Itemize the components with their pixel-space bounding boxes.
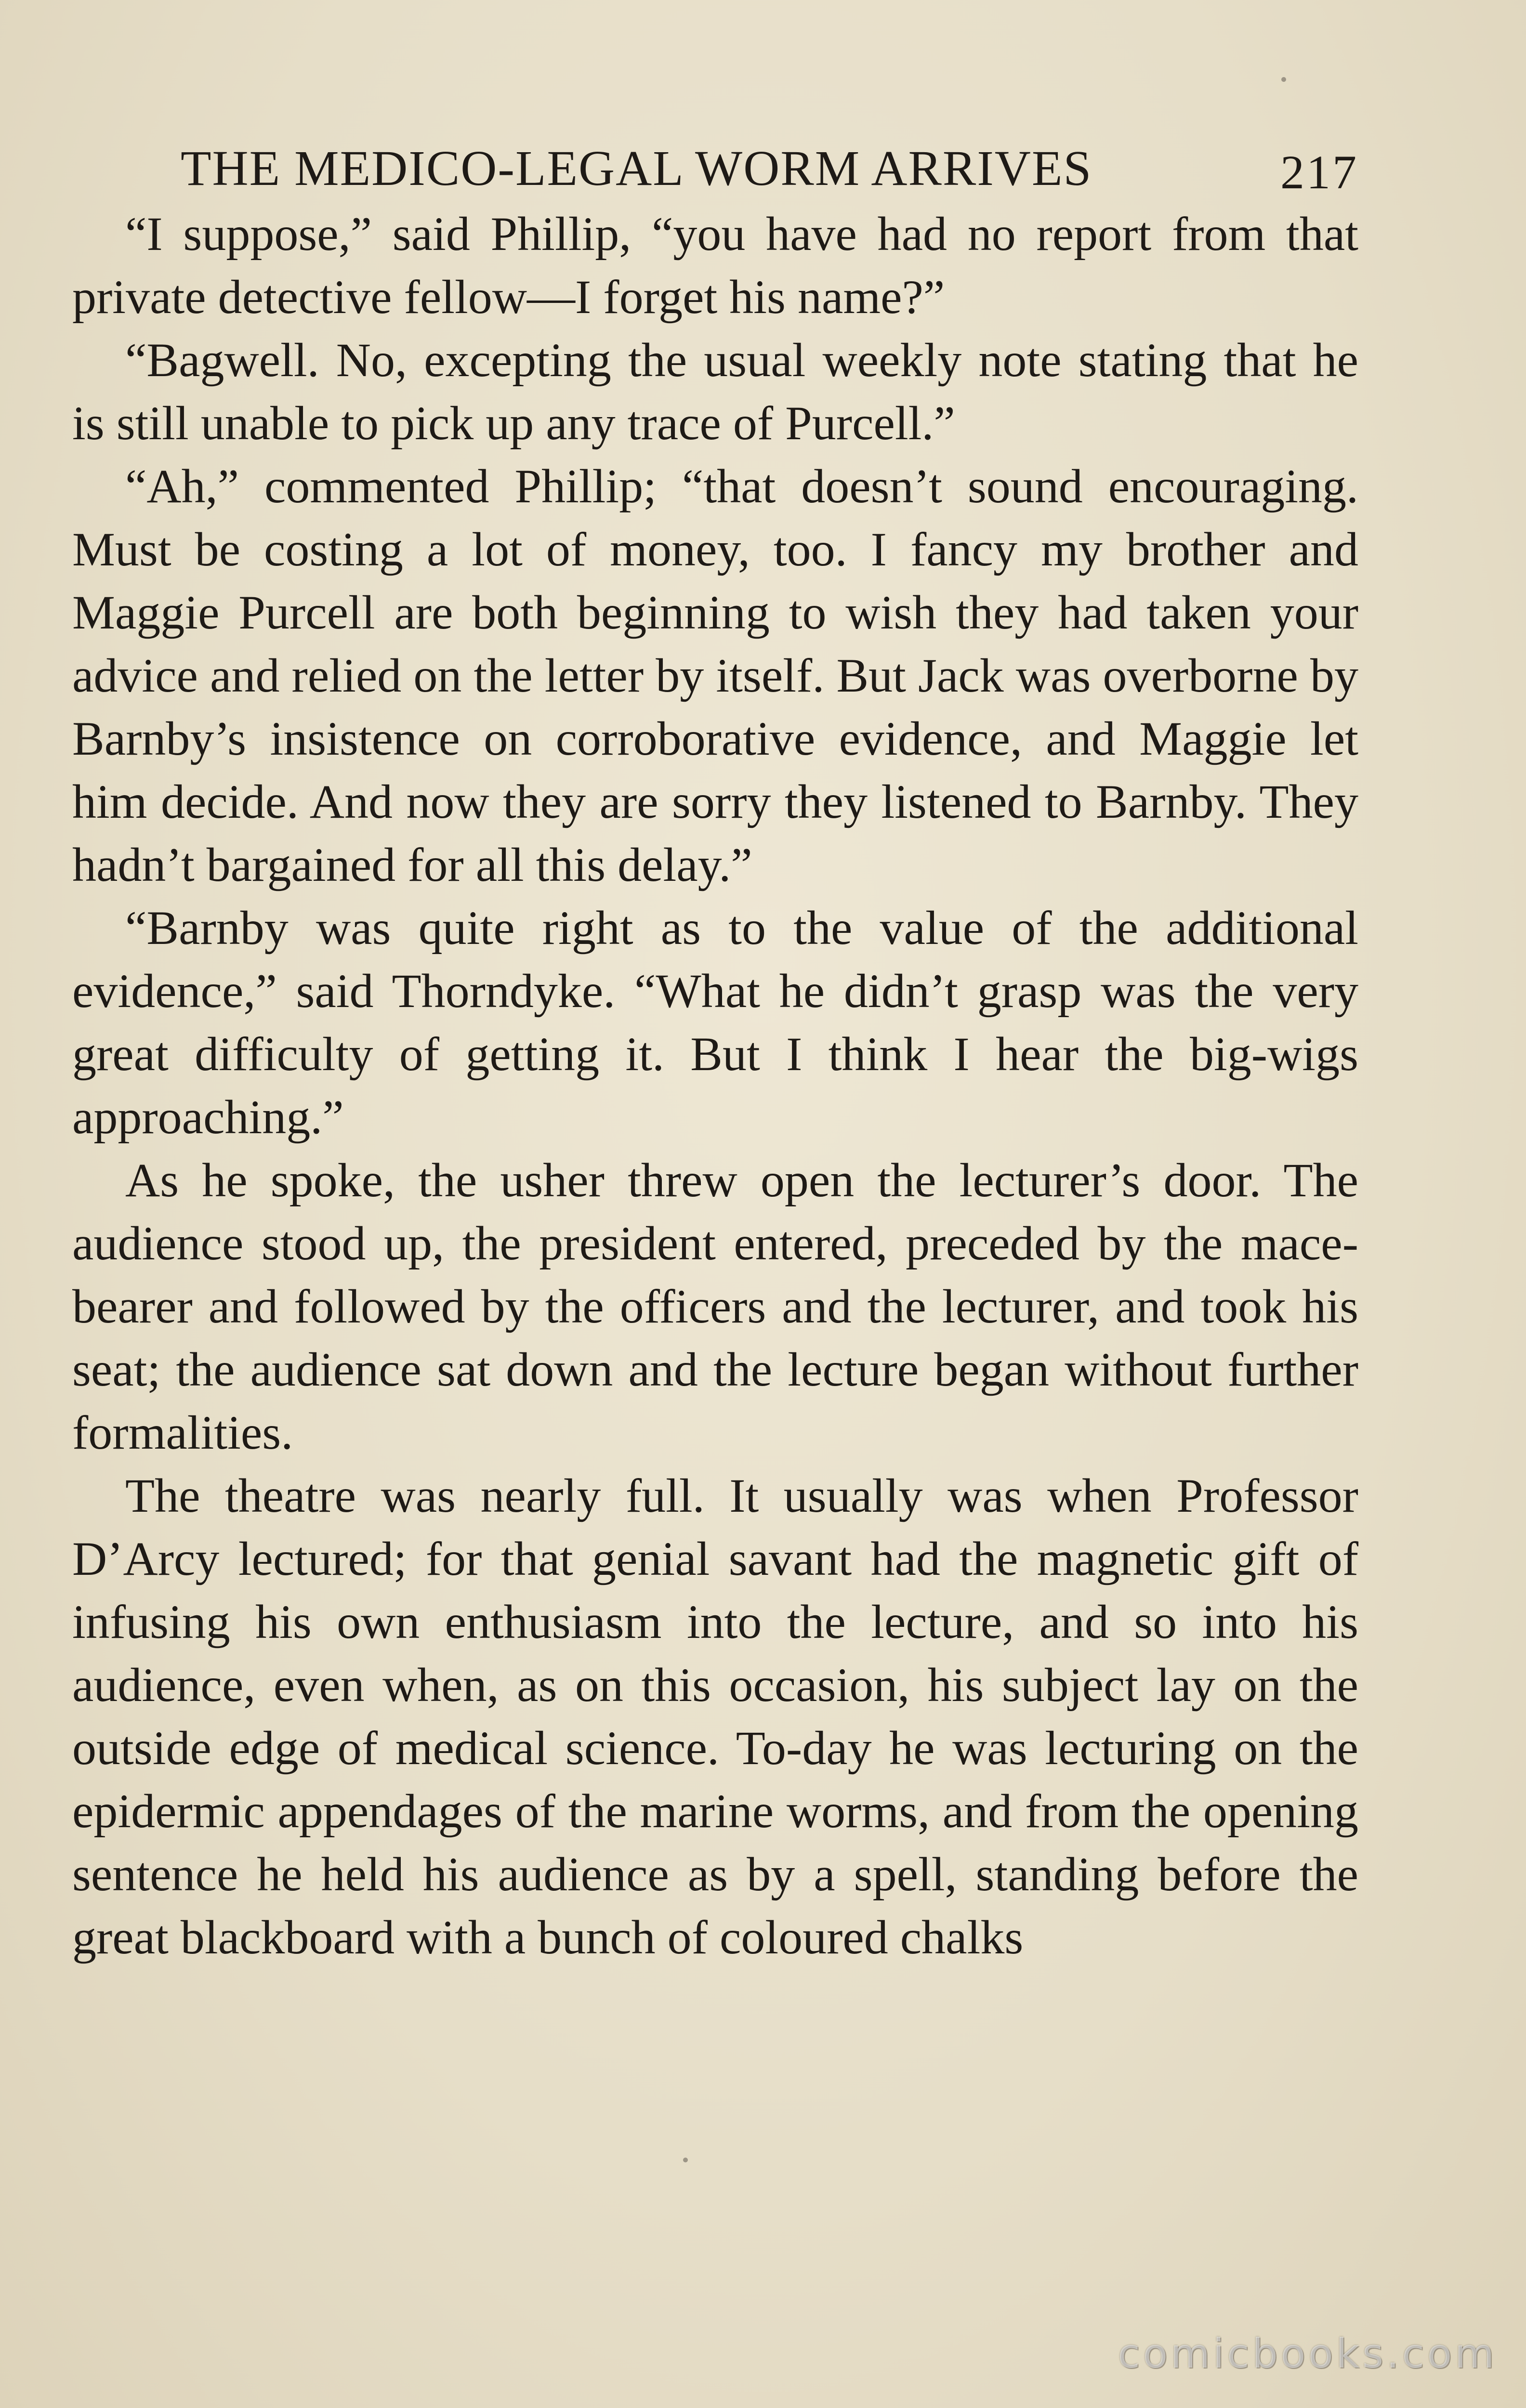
paragraph: The theatre was nearly full. It usually was when Professor D’Arcy lectured; for that genial savant had the magnetic gift of infusing his own enthusiasm into the lecture, and so into his audience, even when, as on this occasion, his subject lay on the outside edge of medical science. To-day he was lecturing on the epidermic appendages of the marine worms, and from the opening sentence he held his audience as by a spell, standing before the great blackboard with a bunch of coloured chalks [72,1469,1358,1964]
paragraph: “Barnby was quite right as to the value of the additional evidence,” said Thorndyke. “What he didn’t grasp was the very great difficulty of getting it. But I think I hear the big-wigs approaching.” [72,901,1358,1144]
paragraph: As he spoke, the usher threw open the lecturer’s door. The audience stood up, the president entered, preceded by the mace-bearer and followed by the officers and the lecturer, and took his seat; the audience sat down and the lecture began without further formalities. [72,1153,1358,1459]
paragraph: “Bagwell. No, excepting the usual weekly note stating that he is still unable to pick up any trace of Purcell.” [72,333,1358,450]
paragraph: “Ah,” commented Phillip; “that doesn’t sound encouraging. Must be costing a lot of money, too. I fancy my brother and Maggie Purcell are both beginning to wish they had taken your advice and relied on the letter by itself. But Jack was overborne by Barnby’s insistence on corroborative evidence, and Maggie let him decide. And now they are sorry they listened to Barnby. They hadn’t bargained for all this delay.” [72,459,1358,891]
book-page [72,130,1358,1969]
paragraph: “I suppose,” said Phillip, “you have had no report from that private detective fellow—I forget his name?” [72,207,1358,324]
paper-speck [683,2158,688,2162]
running-title: THE MEDICO-LEGAL WORM ARRIVES [181,141,1092,196]
page-number: 217 [1280,145,1358,199]
paper-speck [1281,77,1286,82]
body-text [72,202,1358,1969]
running-head [72,130,1358,202]
watermark: comicbooks.com [1118,2330,1497,2377]
